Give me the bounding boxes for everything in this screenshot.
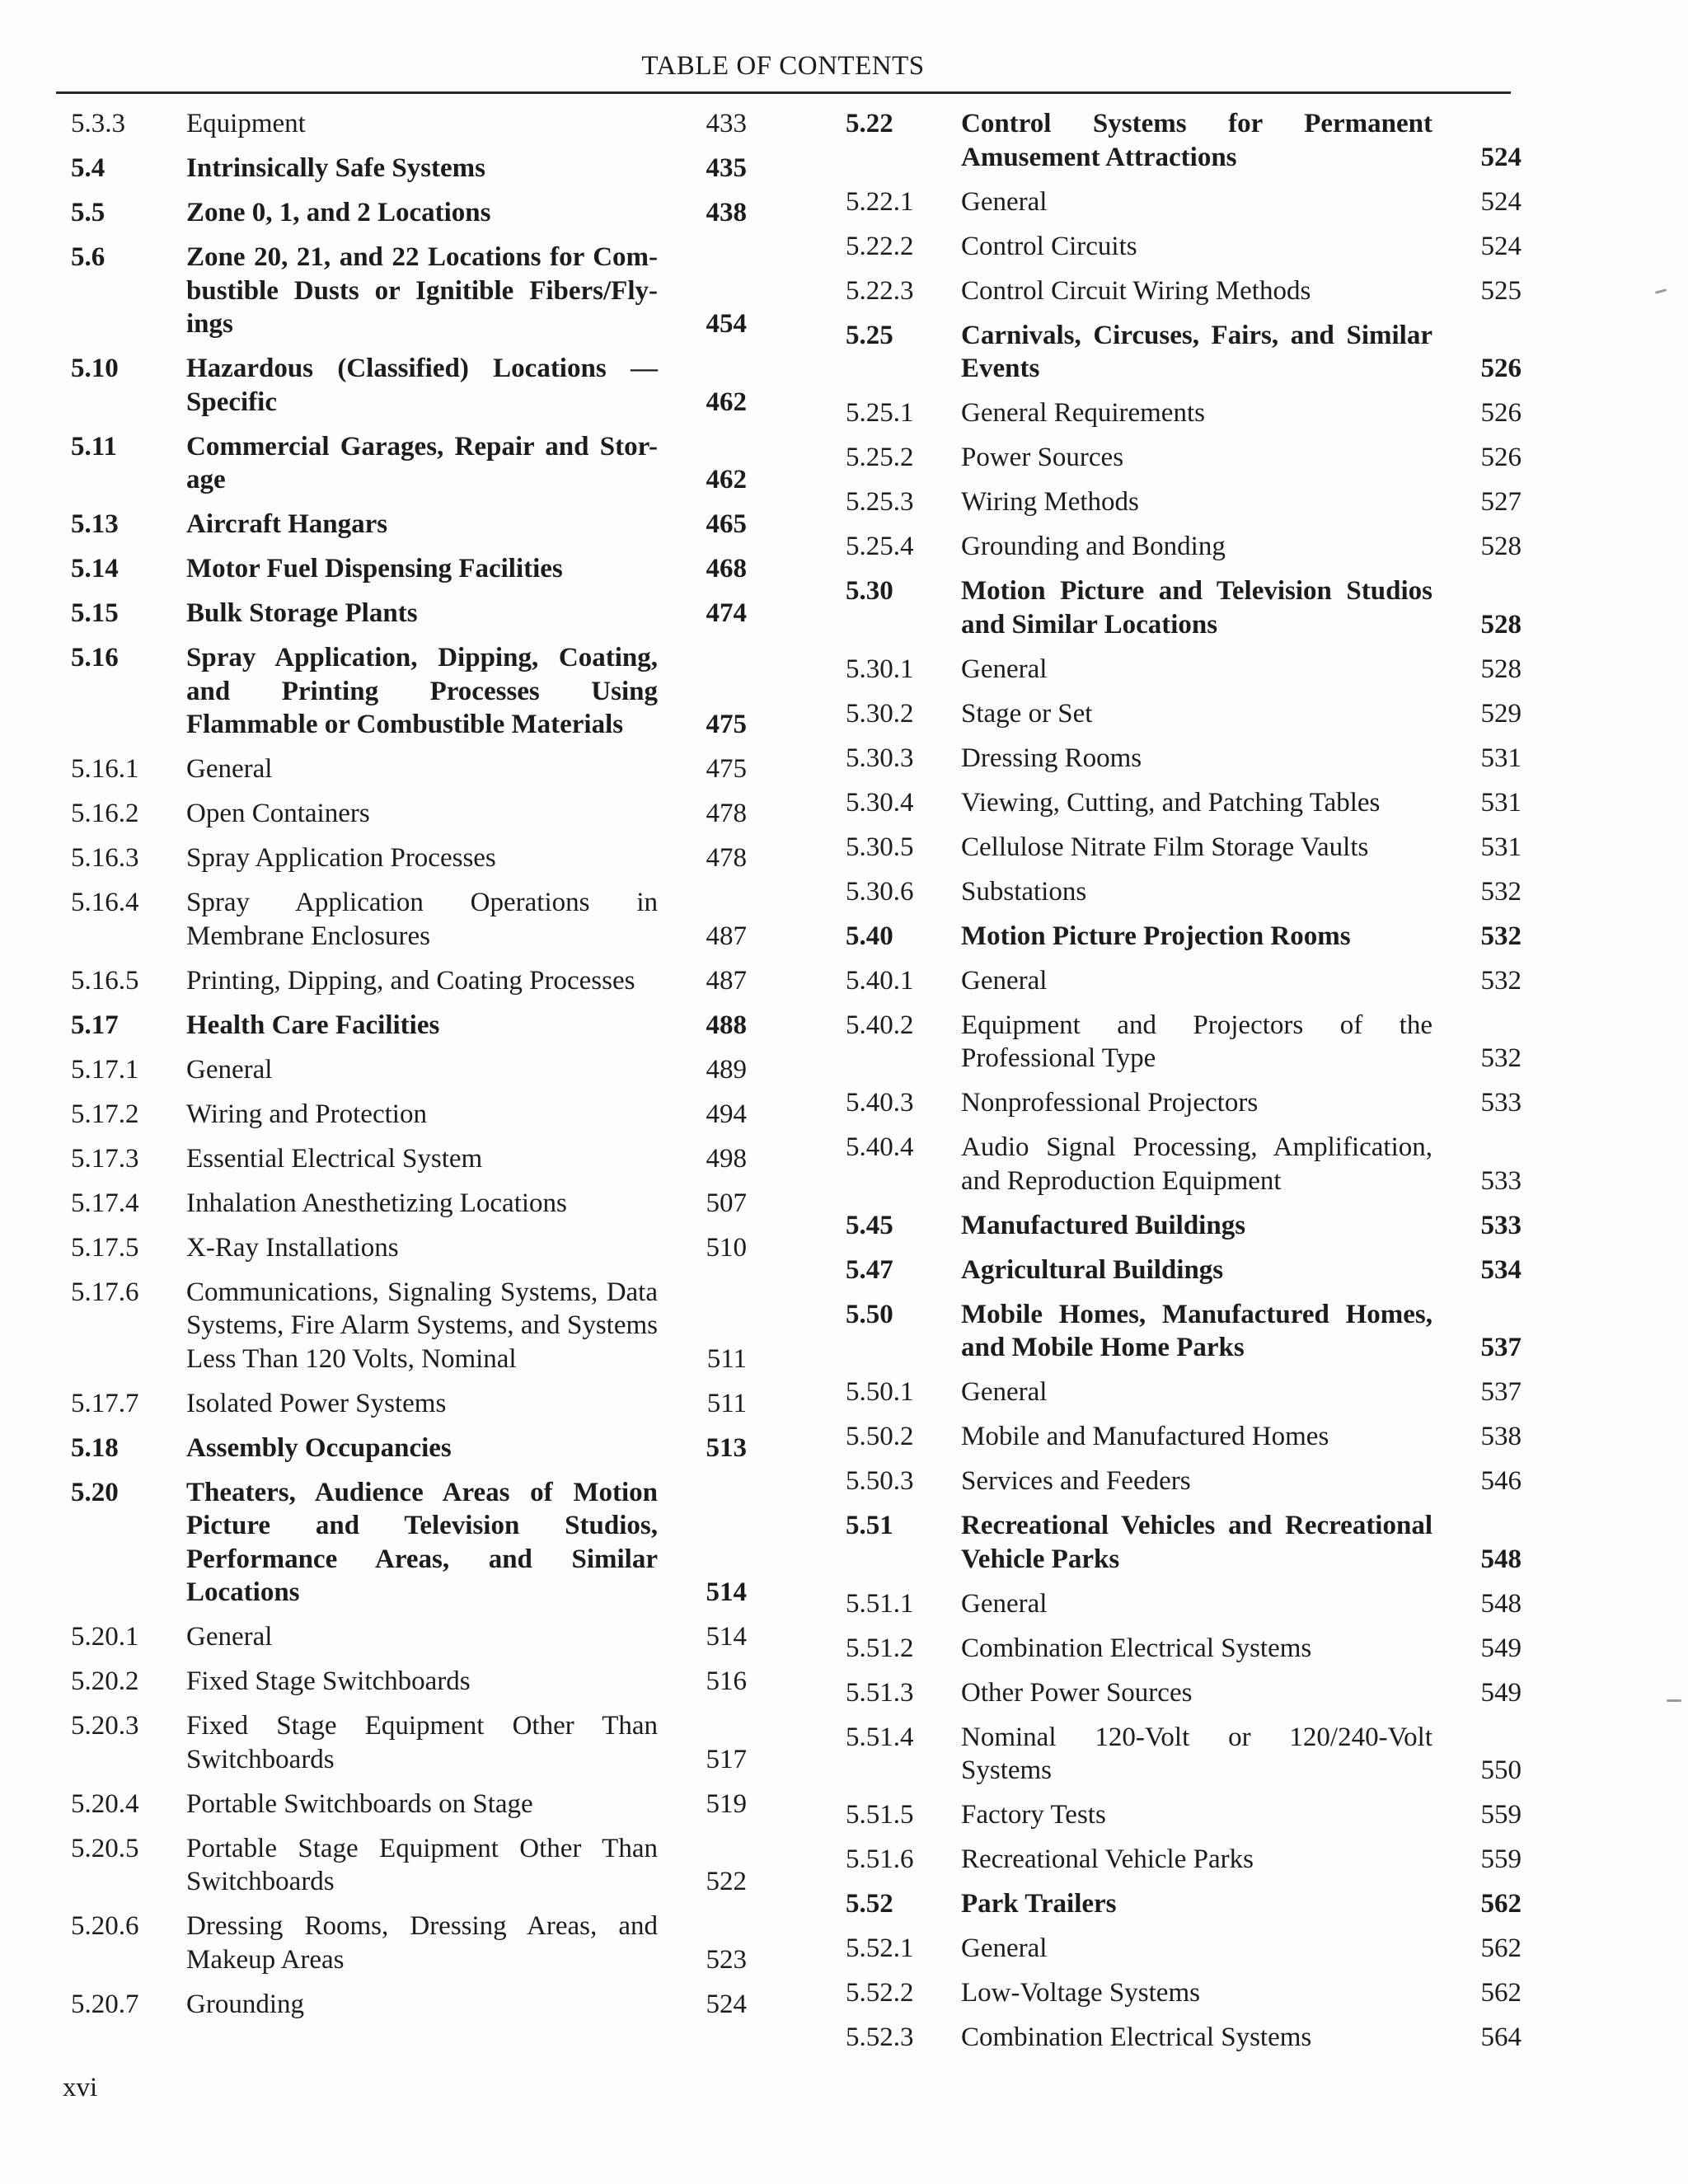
toc-entry[interactable] — [71, 797, 747, 831]
section-title: Viewing, Cutting, and Patching Tables — [961, 787, 1381, 818]
toc-entry[interactable] — [71, 196, 747, 230]
toc-entry[interactable] — [71, 1432, 747, 1465]
section-title: General — [961, 186, 1048, 217]
section-title: Portable Stage Equipment Other Than Switchboards — [186, 1833, 658, 1896]
page-ref: 559 — [1480, 1844, 1522, 1874]
toc-entry[interactable] — [71, 886, 747, 953]
section-number: 5.40 — [846, 921, 893, 951]
section-title: Dressing Rooms, Dressing Areas, and Makeup Areas — [186, 1911, 658, 1975]
toc-entry[interactable] — [846, 2021, 1522, 2055]
toc-entry[interactable] — [846, 1465, 1522, 1498]
page-ref: 548 — [1480, 1588, 1522, 1619]
section-number: 5.51.4 — [846, 1722, 914, 1752]
section-number: 5.51.6 — [846, 1844, 914, 1874]
toc-right-column — [846, 107, 1522, 2065]
section-number: 5.40.2 — [846, 1010, 914, 1040]
section-title: Spray Application, Dipping, Coating, and Printing Processes Using Flammable or Combustible Materials — [186, 643, 658, 739]
toc-entry[interactable] — [846, 1798, 1522, 1832]
section-number: 5.4 — [71, 153, 106, 183]
section-number: 5.30.5 — [846, 832, 914, 862]
section-number: 5.25.3 — [846, 487, 914, 517]
section-number: 5.25.2 — [846, 443, 914, 472]
page-ref: 487 — [706, 965, 747, 996]
page-ref: 524 — [1480, 231, 1522, 261]
toc-entry[interactable] — [71, 352, 747, 419]
page-ref: 513 — [706, 1432, 747, 1463]
section-number: 5.20.2 — [71, 1666, 139, 1696]
section-title: Commercial Garages, Repair and Stor-age — [186, 431, 658, 494]
page-ref: 514 — [706, 1622, 747, 1652]
page-ref: 462 — [706, 465, 747, 494]
page-ref: 538 — [1480, 1422, 1522, 1451]
section-number: 5.18 — [71, 1432, 119, 1463]
toc-entry[interactable] — [846, 1843, 1522, 1877]
page-ref: 564 — [1480, 2022, 1522, 2052]
page-ref: 532 — [1480, 1043, 1522, 1073]
toc-entry[interactable] — [71, 1476, 747, 1610]
page-ref: 528 — [1480, 654, 1522, 684]
page-ref: 511 — [706, 1343, 747, 1374]
section-number: 5.16.1 — [71, 754, 139, 784]
section-number: 5.40.4 — [846, 1132, 914, 1162]
page-ref: 537 — [1480, 1333, 1522, 1362]
section-title: General — [186, 1054, 273, 1085]
page-ref: 510 — [706, 1232, 747, 1263]
section-number: 5.17.2 — [71, 1099, 139, 1129]
section-title: Intrinsically Safe Systems — [186, 153, 485, 183]
section-title: Combination Electrical Systems — [961, 2022, 1312, 2052]
section-number: 5.50 — [846, 1299, 893, 1329]
page-ref: 517 — [706, 1744, 747, 1774]
toc-entry[interactable] — [71, 1098, 747, 1132]
section-title: Other Power Sources — [961, 1677, 1193, 1708]
page-ref: 531 — [1480, 832, 1522, 862]
section-title: Control Systems for Permanent Amusement Attractions — [961, 109, 1432, 172]
page-ref: 550 — [1480, 1755, 1522, 1785]
toc-entry[interactable] — [846, 1254, 1522, 1287]
toc-entry[interactable] — [846, 1509, 1522, 1576]
toc-entry[interactable] — [71, 1187, 747, 1221]
section-title: General Requirements — [961, 398, 1205, 428]
section-number: 5.20 — [71, 1477, 119, 1507]
section-number: 5.5 — [71, 198, 106, 227]
section-number: 5.17.7 — [71, 1388, 139, 1418]
page-ref: 526 — [1480, 443, 1522, 472]
section-number: 5.51.3 — [846, 1677, 914, 1708]
toc-entry[interactable] — [846, 1587, 1522, 1621]
section-number: 5.20.4 — [71, 1788, 139, 1819]
page-ref: 478 — [706, 843, 747, 873]
section-title: Nominal 120-Volt or 120/240-Volt Systems — [961, 1722, 1432, 1785]
section-number: 5.52.3 — [846, 2022, 914, 2052]
section-title: Aircraft Hangars — [186, 509, 388, 539]
section-number: 5.15 — [71, 598, 119, 628]
page-header: TABLE OF CONTENTS — [641, 51, 925, 81]
toc-entry[interactable] — [846, 1086, 1522, 1120]
section-title: Portable Switchboards on Stage — [186, 1788, 533, 1819]
page-ref: 549 — [1480, 1633, 1522, 1663]
section-title: Control Circuits — [961, 231, 1137, 261]
section-number: 5.52 — [846, 1889, 893, 1919]
toc-entry[interactable] — [71, 430, 747, 497]
section-title: Grounding and Bonding — [961, 532, 1226, 561]
section-number: 5.50.2 — [846, 1422, 914, 1451]
section-number: 5.52.2 — [846, 1978, 914, 2008]
scan-mark — [1655, 288, 1667, 294]
page-ref: 537 — [1480, 1377, 1522, 1407]
page-ref: 524 — [706, 1989, 747, 2019]
page-ref: 532 — [1480, 876, 1522, 907]
section-title: Fixed Stage Equipment Other Than Switchboards — [186, 1711, 658, 1774]
page-ref: 532 — [1480, 921, 1522, 951]
toc-entry[interactable] — [846, 1721, 1522, 1788]
toc-entry[interactable] — [71, 1620, 747, 1654]
page-ref: 531 — [1480, 787, 1522, 818]
page-ref: 562 — [1480, 1978, 1522, 2008]
section-number: 5.17.6 — [71, 1277, 139, 1307]
section-title: Zone 20, 21, and 22 Locations for Com-bustible Dusts or Ignitible Fibers/Fly-ings — [186, 242, 658, 339]
page-ref: 525 — [1480, 275, 1522, 306]
section-number: 5.16.4 — [71, 888, 139, 917]
section-number: 5.52.1 — [846, 1933, 914, 1963]
section-title: General — [961, 654, 1048, 684]
page-ref: 454 — [706, 309, 747, 339]
toc-entry[interactable] — [71, 152, 747, 185]
section-number: 5.16.2 — [71, 799, 139, 828]
section-title: Motion Picture Projection Rooms — [961, 921, 1351, 951]
section-number: 5.20.1 — [71, 1622, 139, 1652]
section-title: Assembly Occupancies — [186, 1432, 452, 1463]
section-number: 5.20.7 — [71, 1989, 139, 2019]
toc-entry[interactable] — [71, 597, 747, 630]
page-ref: 532 — [1480, 965, 1522, 996]
section-number: 5.20.6 — [71, 1911, 139, 1941]
toc-entry[interactable] — [846, 920, 1522, 954]
page-ref: 462 — [706, 387, 747, 417]
page-ref: 524 — [1480, 186, 1522, 217]
toc-left-column — [71, 107, 747, 2032]
toc-entry[interactable] — [846, 107, 1522, 174]
section-number: 5.20.3 — [71, 1711, 139, 1741]
section-title: Nonprofessional Projectors — [961, 1088, 1259, 1118]
section-title: Recreational Vehicles and Recreational Vehicle Parks — [961, 1511, 1432, 1574]
page-ref: 529 — [1480, 698, 1522, 729]
page-ref: 475 — [706, 710, 747, 739]
section-title: Fixed Stage Switchboards — [186, 1666, 471, 1696]
section-number: 5.25 — [846, 320, 893, 350]
section-title: Isolated Power Systems — [186, 1388, 447, 1418]
toc-entry[interactable] — [71, 964, 747, 998]
toc-entry[interactable] — [846, 875, 1522, 909]
section-title: Mobile Homes, Manufactured Homes, and Mobile Home Parks — [961, 1299, 1432, 1362]
section-title: General — [961, 1933, 1048, 1963]
section-title: Equipment and Projectors of the Professional Type — [961, 1010, 1432, 1073]
toc-entry[interactable] — [71, 1988, 747, 2022]
page-number: xvi — [63, 2073, 98, 2102]
section-title: Printing, Dipping, and Coating Processes — [186, 965, 635, 996]
toc-entry[interactable] — [71, 752, 747, 786]
section-title: General — [961, 965, 1048, 996]
section-title: Low-Voltage Systems — [961, 1978, 1200, 2008]
section-number: 5.25.1 — [846, 398, 914, 428]
toc-entry[interactable] — [846, 964, 1522, 998]
section-number: 5.40.3 — [846, 1088, 914, 1118]
toc-entry[interactable] — [846, 530, 1522, 564]
section-number: 5.6 — [71, 242, 106, 272]
toc-entry[interactable] — [846, 1298, 1522, 1365]
section-title: Factory Tests — [961, 1800, 1106, 1830]
page-ref: 475 — [706, 754, 747, 784]
toc-entry[interactable] — [846, 1209, 1522, 1243]
page-ref: 514 — [706, 1577, 747, 1607]
section-title: Zone 0, 1, and 2 Locations — [186, 198, 491, 227]
section-number: 5.30.2 — [846, 698, 914, 729]
section-number: 5.30.1 — [846, 654, 914, 684]
section-title: Services and Feeders — [961, 1466, 1191, 1496]
toc-entry[interactable] — [846, 396, 1522, 430]
page-ref: 507 — [706, 1188, 747, 1218]
toc-entry[interactable] — [846, 697, 1522, 731]
section-title: Grounding — [186, 1989, 304, 2019]
section-number: 5.22.2 — [846, 231, 914, 261]
page-ref: 528 — [1480, 609, 1522, 640]
page-ref: 528 — [1480, 532, 1522, 561]
toc-entry[interactable] — [71, 1709, 747, 1776]
section-title: Theaters, Audience Areas of Motion Picture and Television Studios, Performance Areas, and Similar Locations — [186, 1477, 658, 1607]
toc-entry[interactable] — [71, 1832, 747, 1899]
section-title: Park Trailers — [961, 1889, 1117, 1919]
toc-entry[interactable] — [846, 485, 1522, 519]
toc-entry[interactable] — [846, 1932, 1522, 1966]
page-ref: 511 — [706, 1388, 747, 1418]
section-number: 5.16.3 — [71, 843, 139, 873]
scan-mark — [1667, 1699, 1681, 1702]
section-number: 5.16 — [71, 643, 119, 673]
section-number: 5.30.6 — [846, 876, 914, 907]
toc-entry[interactable] — [71, 1142, 747, 1176]
page-ref: 523 — [706, 1944, 747, 1975]
page-ref: 435 — [706, 153, 747, 183]
section-title: Substations — [961, 876, 1087, 907]
section-number: 5.17.4 — [71, 1188, 139, 1218]
section-title: Power Sources — [961, 443, 1124, 472]
toc-entry[interactable] — [846, 230, 1522, 264]
toc-entry[interactable] — [71, 1053, 747, 1087]
toc-entry[interactable] — [846, 1887, 1522, 1921]
section-number: 5.40.1 — [846, 965, 914, 996]
toc-entry[interactable] — [71, 1009, 747, 1043]
toc-entry[interactable] — [71, 107, 747, 141]
toc-entry[interactable] — [846, 653, 1522, 687]
page-ref: 494 — [706, 1099, 747, 1129]
toc-entry[interactable] — [846, 1376, 1522, 1409]
toc-entry[interactable] — [846, 786, 1522, 820]
section-number: 5.51.1 — [846, 1588, 914, 1619]
toc-entry[interactable] — [71, 1910, 747, 1976]
section-number: 5.45 — [846, 1210, 893, 1240]
toc-entry[interactable] — [71, 508, 747, 541]
section-title: Spray Application Processes — [186, 843, 496, 873]
page-ref: 562 — [1480, 1889, 1522, 1919]
section-title: Essential Electrical System — [186, 1143, 483, 1174]
toc-entry[interactable] — [71, 641, 747, 742]
page-ref: 531 — [1480, 743, 1522, 773]
section-title: Mobile and Manufactured Homes — [961, 1422, 1329, 1451]
toc-entry[interactable] — [71, 1231, 747, 1265]
page-ref: 533 — [1480, 1088, 1522, 1118]
section-title: General — [186, 1622, 273, 1652]
toc-entry[interactable] — [846, 742, 1522, 776]
section-title: Agricultural Buildings — [961, 1254, 1224, 1285]
page-ref: 489 — [706, 1054, 747, 1085]
section-title: Manufactured Buildings — [961, 1210, 1246, 1240]
section-number: 5.22 — [846, 109, 893, 138]
section-number: 5.30.3 — [846, 743, 914, 773]
toc-entry[interactable] — [846, 319, 1522, 386]
section-title: Cellulose Nitrate Film Storage Vaults — [961, 832, 1369, 862]
page-ref: 526 — [1480, 398, 1522, 428]
page-ref: 488 — [706, 1010, 747, 1040]
page-ref: 524 — [1480, 142, 1522, 172]
page-ref: 549 — [1480, 1677, 1522, 1708]
section-number: 5.17.5 — [71, 1232, 139, 1263]
section-number: 5.11 — [71, 431, 117, 462]
page-ref: 546 — [1480, 1466, 1522, 1496]
page-ref: 433 — [706, 109, 747, 138]
section-title: Equipment — [186, 109, 306, 138]
toc-entry[interactable] — [71, 1665, 747, 1699]
page-ref: 526 — [1480, 354, 1522, 383]
toc-entry[interactable] — [71, 1788, 747, 1821]
section-title: Spray Application Operations in Membrane Enclosures — [186, 888, 658, 951]
section-number: 5.30 — [846, 576, 893, 606]
page-ref: 465 — [706, 509, 747, 539]
section-number: 5.22.3 — [846, 275, 914, 306]
section-title: Inhalation Anesthetizing Locations — [186, 1188, 567, 1218]
toc-entry[interactable] — [71, 841, 747, 875]
page-ref: 519 — [706, 1788, 747, 1819]
section-number: 5.51.5 — [846, 1800, 914, 1830]
section-number: 5.51 — [846, 1511, 893, 1540]
page-ref: 559 — [1480, 1800, 1522, 1830]
toc-entry[interactable] — [846, 1009, 1522, 1076]
page-ref: 498 — [706, 1143, 747, 1174]
section-title: Bulk Storage Plants — [186, 598, 418, 628]
section-title: Motor Fuel Dispensing Facilities — [186, 554, 563, 583]
toc-entry[interactable] — [71, 241, 747, 341]
toc-entry[interactable] — [846, 1131, 1522, 1197]
page-ref: 533 — [1480, 1210, 1522, 1240]
page-ref: 438 — [706, 198, 747, 227]
page-ref: 533 — [1480, 1165, 1522, 1196]
toc-entry[interactable] — [71, 1387, 747, 1421]
section-number: 5.20.5 — [71, 1833, 139, 1863]
section-number: 5.10 — [71, 354, 119, 383]
section-title: Wiring and Protection — [186, 1099, 427, 1129]
page-ref: 562 — [1480, 1933, 1522, 1963]
section-number: 5.17 — [71, 1010, 119, 1040]
toc-entry[interactable] — [846, 1976, 1522, 2010]
section-number: 5.13 — [71, 509, 119, 539]
section-title: Communications, Signaling Systems, Data Systems, Fire Alarm Systems, and Systems Less Than 120 Volts, Nominal — [186, 1277, 658, 1374]
toc-entry[interactable] — [846, 831, 1522, 865]
toc-entry[interactable] — [846, 274, 1522, 308]
section-title: Carnivals, Circuses, Fairs, and Similar Events — [961, 320, 1432, 383]
section-number: 5.50.1 — [846, 1377, 914, 1407]
section-title: Hazardous (Classified) Locations — Specific — [186, 354, 658, 417]
toc-entry[interactable] — [71, 1276, 747, 1376]
section-number: 5.17.1 — [71, 1054, 139, 1085]
section-title: Health Care Facilities — [186, 1010, 440, 1040]
section-number: 5.14 — [71, 554, 119, 583]
page-ref: 487 — [706, 921, 747, 951]
section-number: 5.51.2 — [846, 1633, 914, 1663]
toc-entry[interactable] — [71, 552, 747, 586]
section-title: General — [961, 1588, 1048, 1619]
page-ref: 478 — [706, 799, 747, 828]
section-title: Recreational Vehicle Parks — [961, 1844, 1254, 1874]
section-number: 5.25.4 — [846, 532, 914, 561]
section-title: Combination Electrical Systems — [961, 1633, 1312, 1663]
section-title: Open Containers — [186, 799, 370, 828]
section-number: 5.47 — [846, 1254, 893, 1285]
section-number: 5.22.1 — [846, 186, 914, 217]
page-ref: 516 — [706, 1666, 747, 1696]
section-title: Motion Picture and Television Studios and Similar Locations — [961, 576, 1432, 640]
toc-entry[interactable] — [846, 441, 1522, 475]
page-ref: 527 — [1480, 487, 1522, 517]
section-number: 5.17.3 — [71, 1143, 139, 1174]
toc-entry[interactable] — [846, 185, 1522, 219]
section-title: Wiring Methods — [961, 487, 1139, 517]
toc-entry[interactable] — [846, 574, 1522, 641]
section-number: 5.3.3 — [71, 109, 125, 138]
section-title: General — [961, 1377, 1048, 1407]
section-number: 5.16.5 — [71, 965, 139, 996]
toc-entry[interactable] — [846, 1676, 1522, 1710]
page-ref: 522 — [706, 1867, 747, 1896]
section-number: 5.30.4 — [846, 787, 914, 818]
header-rule — [56, 91, 1511, 94]
section-title: Stage or Set — [961, 698, 1093, 729]
page-ref: 548 — [1480, 1544, 1522, 1574]
page-ref: 468 — [706, 554, 747, 583]
section-title: Dressing Rooms — [961, 743, 1142, 773]
section-title: X-Ray Installations — [186, 1232, 399, 1263]
page-ref: 474 — [706, 598, 747, 628]
toc-entry[interactable] — [846, 1420, 1522, 1454]
section-title: General — [186, 754, 273, 784]
section-title: Audio Signal Processing, Amplification, and Reproduction Equipment — [961, 1132, 1432, 1196]
section-title: Control Circuit Wiring Methods — [961, 275, 1311, 306]
section-number: 5.50.3 — [846, 1466, 914, 1496]
page-ref: 534 — [1480, 1254, 1522, 1285]
toc-entry[interactable] — [846, 1632, 1522, 1666]
